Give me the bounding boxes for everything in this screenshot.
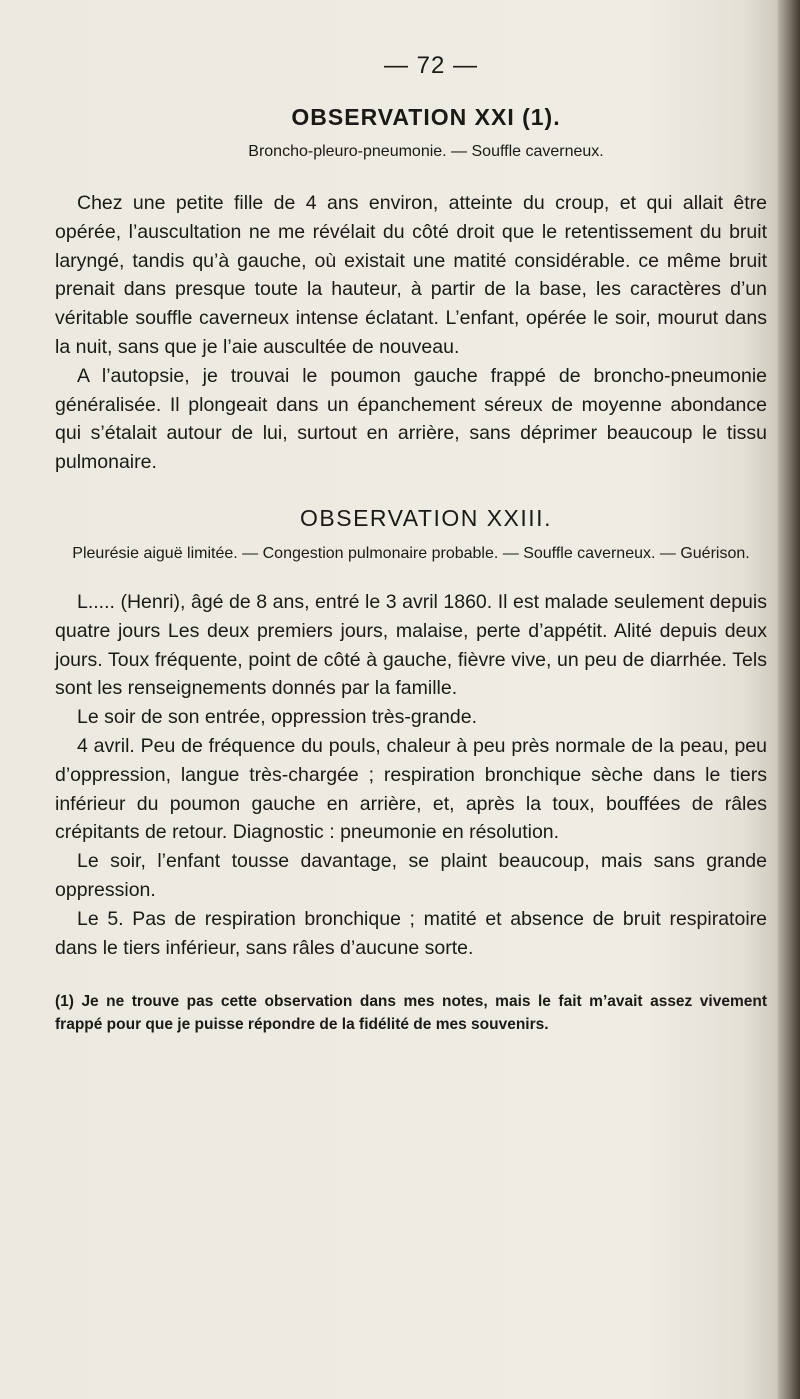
observation-23-paragraph-3: 4 avril. Peu de fréquence du pouls, chaleur à peu près normale de la peau, peu d’oppression, langue très-chargée ; respiration bronchique sèche dans le tiers inférieur du poumon gauche en arrière, et, après la toux, bouffées de râles crépitants de retour. Diagnostic : pneumonie en résolution. [55,734,767,844]
observation-21-title: OBSERVATION XXI (1). [291,104,561,130]
observation-23-paragraph-1: L..... (Henri), âgé de 8 ans, entré le 3 avril 1860. Il est malade seulement depuis quatre jours Les deux premiers jours, malaise, perte d’appétit. Alité depuis deux jours. Toux fréquente, point de côté à gauche, fièvre vive, un peu de diarrhée. Tels sont les renseignements donnés par la famille. [55,590,767,700]
page-number: — 72 — [383,52,479,79]
observation-23-paragraph-2: Le soir de son entrée, oppression très-grande. [77,706,477,729]
observation-21-paragraph-2: A l’autopsie, je trouvai le poumon gauche frappé de broncho-pneumonie généralisée. Il plongeait dans un épanchement séreux de moyenne abondance qui s’étalait autour de lui, surtout en arrière, sans déprimer beaucoup le tissu pulmonaire. [55,364,767,474]
observation-23-subtitle: Pleurésie aiguë limitée. — Congestion pulmonaire probable. — Souffle caverneux. — Guérison. [72,544,750,562]
footnote: (1) Je ne trouve pas cette observation dans mes notes, mais le fait m’avait assez vivement frappé pour que je puisse répondre de la fidélité de mes souvenirs. [55,993,767,1034]
observation-21-subtitle: Broncho-pleuro-pneumonie. — Souffle caverneux. [248,143,604,160]
observation-23-paragraph-5: Le 5. Pas de respiration bronchique ; matité et absence de bruit respiratoire dans le tiers inférieur, sans râles d’aucune sorte. [55,907,767,959]
observation-23-title: OBSERVATION XXIII. [300,504,552,531]
observation-23-paragraph-4: Le soir, l’enfant tousse davantage, se plaint beaucoup, mais sans grande oppression. [55,850,767,901]
page-text [55,52,767,1036]
page-edge-shadow [778,0,800,1399]
observation-21-paragraph-1: Chez une petite fille de 4 ans environ, atteinte du croup, et qui allait être opérée, l’auscultation ne me révélait du côté droit que le retentissement du bruit laryngé, tandis qu’à gauche, où existait une matité considérable. ce même bruit prenait dans presque toute la hauteur, à partir de la base, les caractères d’un véritable souffle caverneux intense éclatant. L’enfant, opérée le soir, mourut dans la nuit, sans que je l’aie auscultée de nouveau. [55,192,767,358]
